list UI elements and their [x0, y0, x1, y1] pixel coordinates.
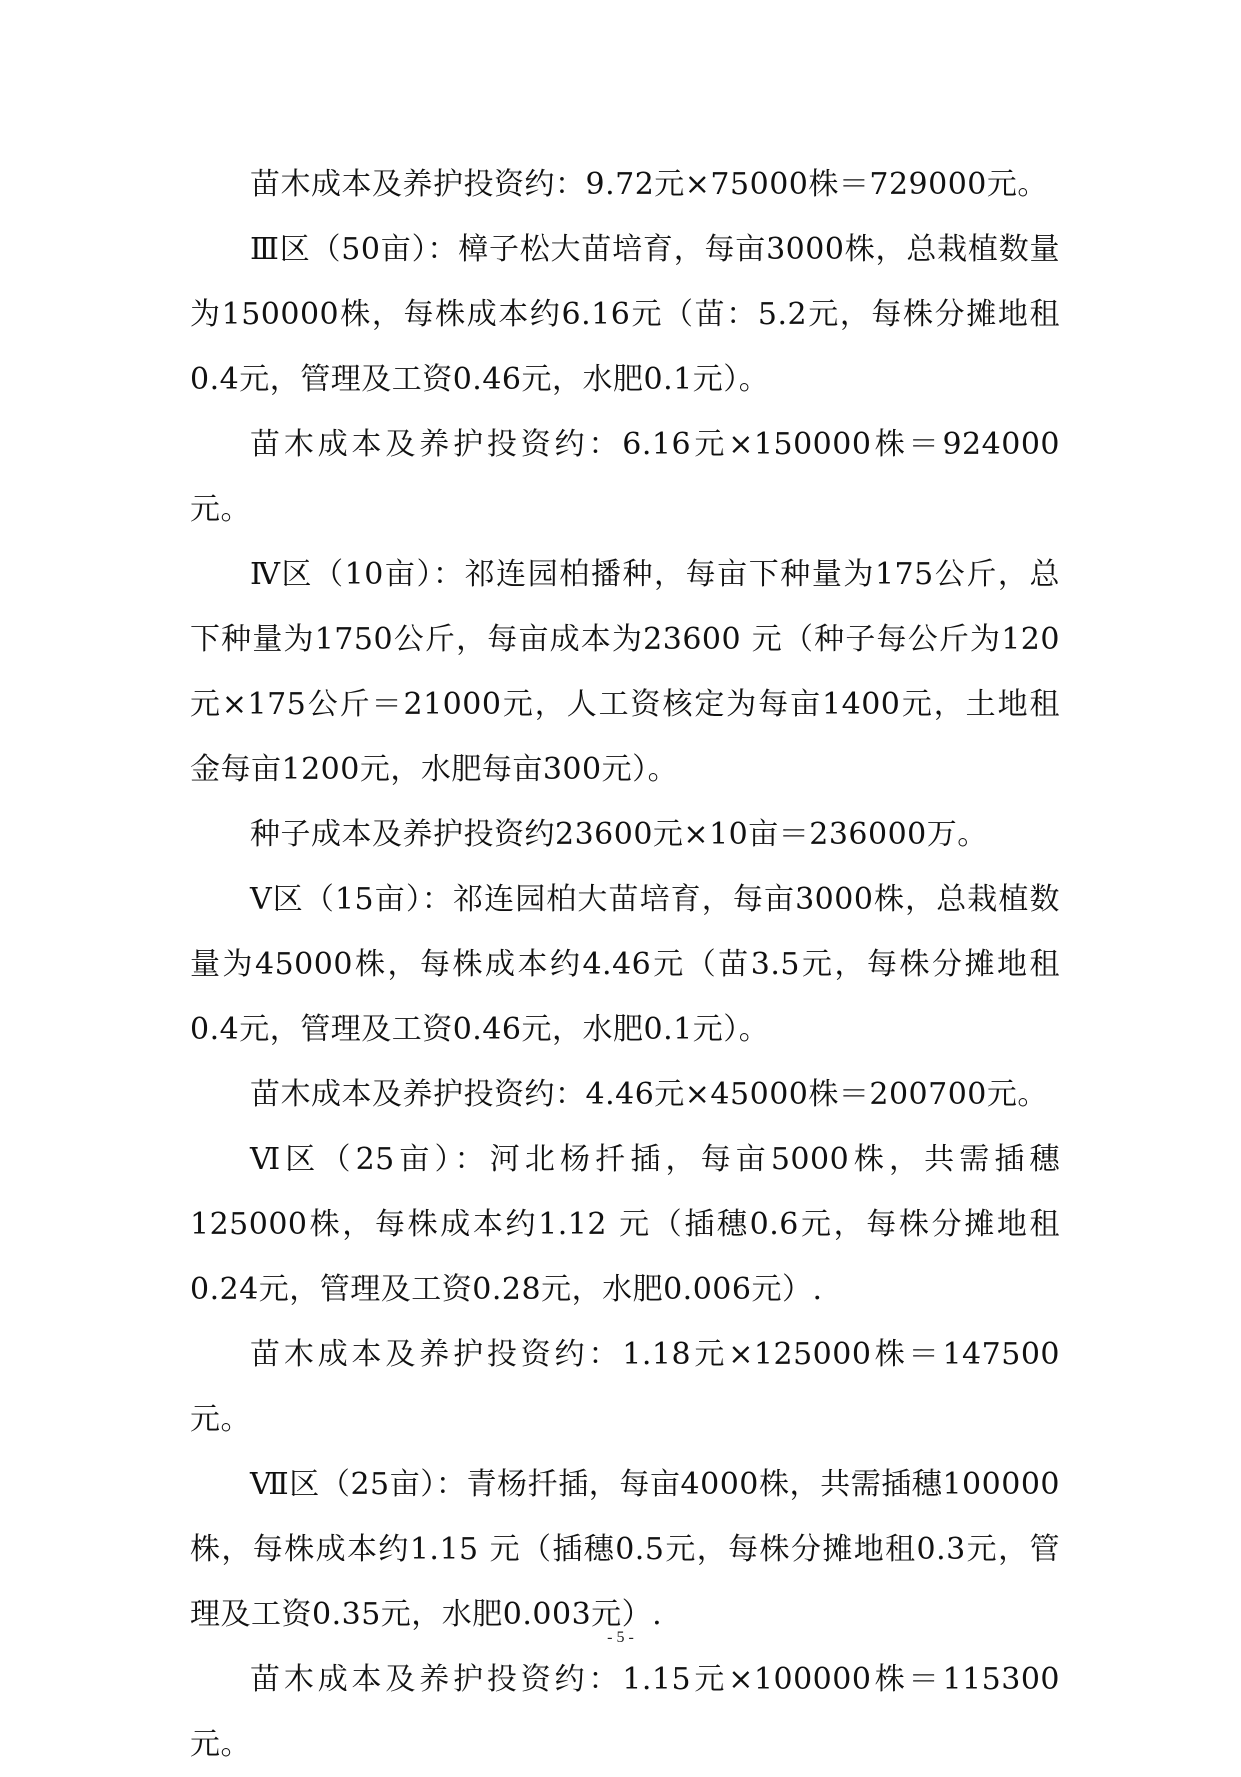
paragraph-zone-7: Ⅶ区（25亩）：青杨扦插，每亩4000株，共需插穗100000株，每株成本约1.15 元（插穗0.5元，每株分摊地租0.3元，管理及工资0.35元，水肥0.003元）.: [190, 1467, 1060, 1632]
paragraph-zone-5-investment: 苗木成本及养护投资约：4.46元×45000株＝200700元。: [250, 1077, 1048, 1112]
paragraph-zone-6: Ⅵ区（25亩）：河北杨扦插，每亩5000株，共需插穗125000株，每株成本约1.12 元（插穗0.6元，每株分摊地租0.24元，管理及工资0.28元，水肥0.006元）.: [190, 1142, 1060, 1307]
document-body: [190, 152, 1060, 1777]
paragraph-zone-3-investment: 苗木成本及养护投资约：6.16元×150000株＝924000元。: [190, 427, 1060, 527]
paragraph-zone-4: Ⅳ区（10亩）：祁连园柏播种，每亩下种量为175公斤，总下种量为1750公斤，每亩成本为23600 元（种子每公斤为120元×175公斤＝21000元，人工资核定为每亩1400元，土地租金每亩1200元，水肥每亩300元）。: [190, 557, 1060, 787]
paragraph-zone-3: Ⅲ区（50亩）：樟子松大苗培育，每亩3000株，总栽植数量为150000株，每株成本约6.16元（苗：5.2元，每株分摊地租0.4元，管理及工资0.46元，水肥0.1元）。: [190, 232, 1060, 397]
paragraph-zone-2-investment: 苗木成本及养护投资约：9.72元×75000株＝729000元。: [250, 167, 1048, 202]
paragraph-zone-7-investment: 苗木成本及养护投资约：1.15元×100000株＝115300元。: [190, 1662, 1060, 1762]
paragraph-zone-4-investment: 种子成本及养护投资约23600元×10亩＝236000万。: [250, 817, 988, 852]
page-number: - 5 -: [607, 1629, 634, 1646]
paragraph-zone-6-investment: 苗木成本及养护投资约：1.18元×125000株＝147500元。: [190, 1337, 1060, 1437]
paragraph-zone-5: Ⅴ区（15亩）：祁连园柏大苗培育，每亩3000株，总栽植数量为45000株，每株成本约4.46元（苗3.5元，每株分摊地租0.4元，管理及工资0.46元，水肥0.1元）。: [190, 882, 1060, 1047]
